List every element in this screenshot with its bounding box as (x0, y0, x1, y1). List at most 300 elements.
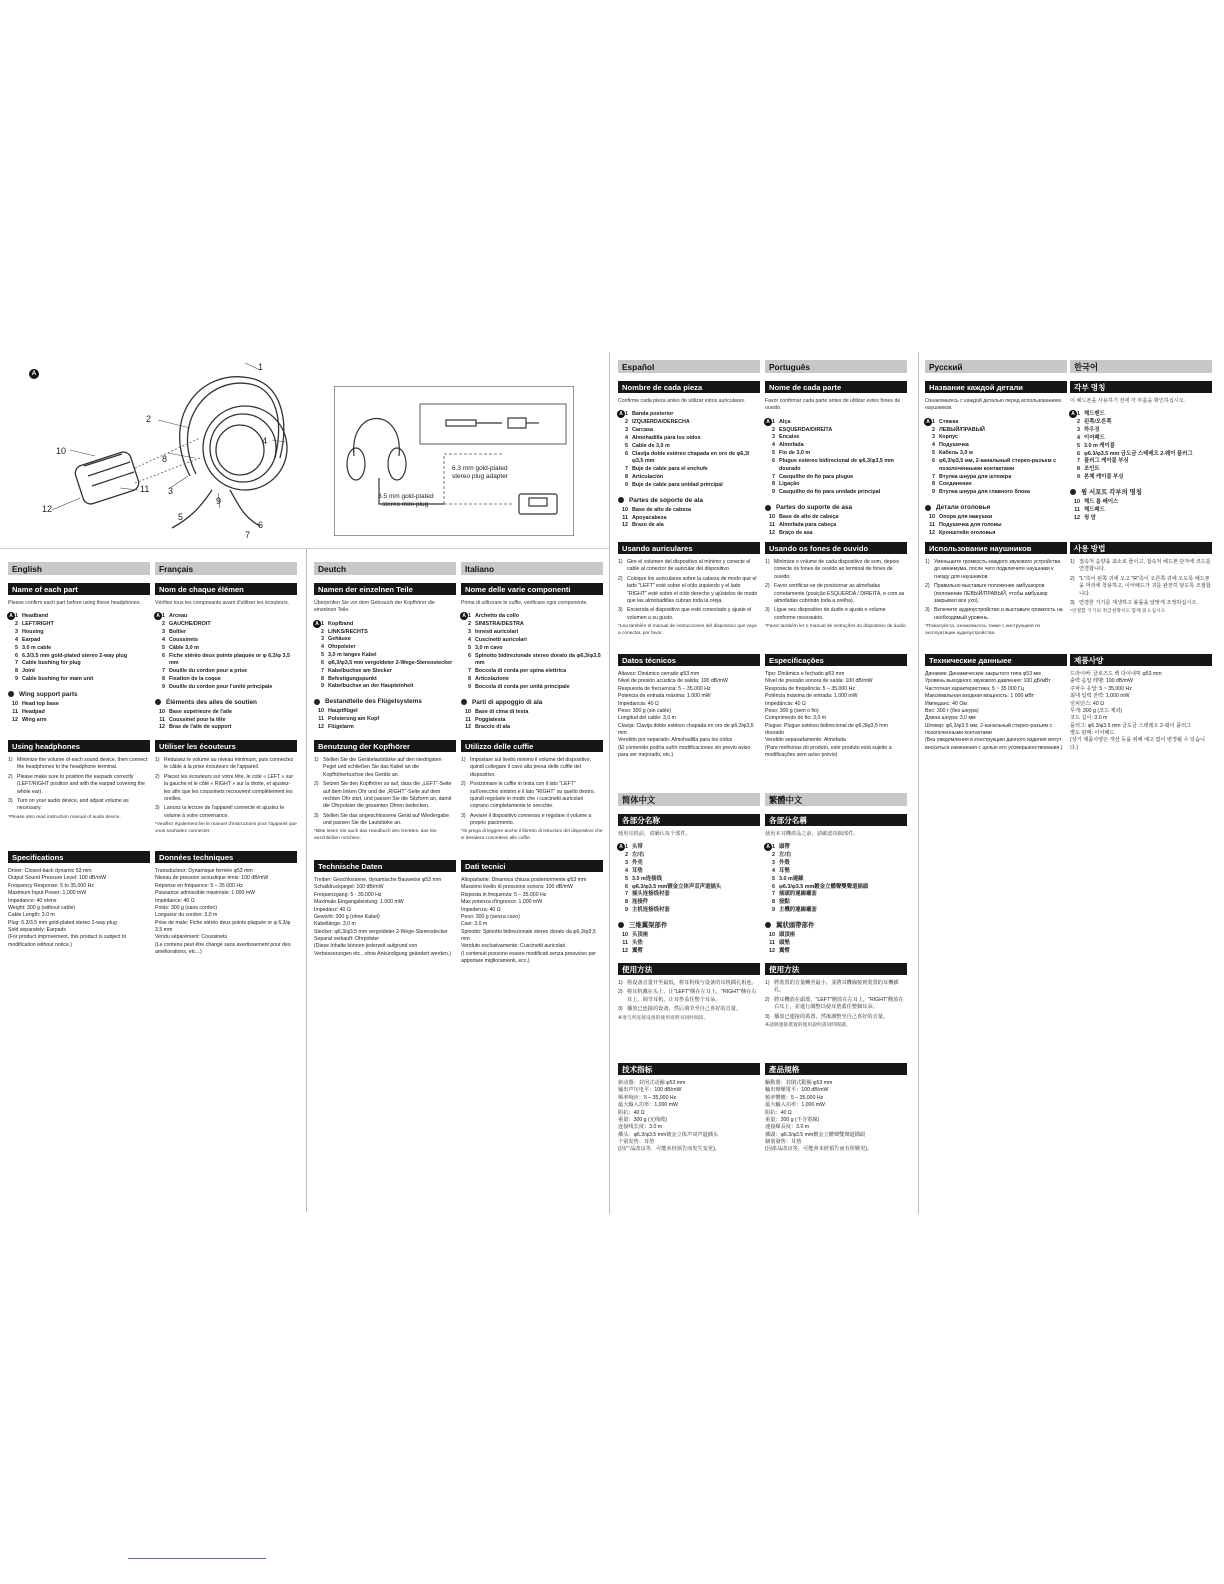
part-item (314, 660, 456, 668)
part-name: 3.0 m 케이블 (1084, 442, 1115, 449)
bullet-icon (1070, 489, 1076, 495)
parts-list (618, 844, 760, 914)
part-name: Втулка шнура для главного блока (939, 489, 1030, 496)
part-item (925, 489, 1067, 497)
wing-part-item (765, 530, 907, 538)
part-number: 7 (15, 660, 18, 667)
part-number: 5 (772, 450, 775, 457)
using-section (618, 963, 760, 1022)
part-number: 6 (15, 652, 18, 659)
spec-line: Impedenza: 40 Ω (461, 906, 501, 913)
part-number: 12 (769, 529, 775, 536)
part-name: Banda posterior (632, 411, 674, 418)
part-name: Kopfband (328, 620, 354, 627)
using-heading: Usando auriculares (618, 542, 760, 554)
part-number: 10 (622, 506, 628, 513)
wing-part-item (1070, 515, 1212, 523)
spec-line: Максимальная входная мощность: 1 000 мВт (925, 693, 1035, 700)
spec-line: 별도 판매: 이어패드 (1070, 730, 1115, 736)
part-name: 왼쪽/오른쪽 (1084, 419, 1112, 426)
using-section (314, 740, 456, 843)
spec-line: Kabellänge: 3,0 m (314, 921, 356, 928)
part-name: Подушечка (939, 442, 969, 449)
part-number: 9 (15, 676, 18, 682)
part-name: Boccola di corda per unità principale (475, 683, 570, 690)
part-number: 2 (625, 852, 628, 859)
instruction-step: 2) Please make sure to position the earpads correctly (LEFT/RIGHT position and with the earpad covering the whole ear). (8, 773, 145, 795)
part-number: 6 (162, 652, 165, 659)
part-number: 12 (12, 716, 18, 723)
spec-line: 重量：300 g (不含電線) (765, 1116, 820, 1123)
part-name: 头垫 (632, 939, 643, 946)
part-name: Braccio di ala (475, 724, 511, 731)
part-name: 头顶座 (632, 931, 649, 938)
spec-heading: Especificações (765, 654, 907, 666)
part-name: 接點 (779, 899, 790, 906)
bullet-icon (461, 699, 467, 705)
wing-part-item (155, 717, 297, 725)
spec-line: Prise de male: Fiche stéréo deux points plaquée or φ 6,3/φ 3,5 mm (155, 919, 291, 933)
figure-mark-a: A (29, 369, 39, 379)
language-column (1070, 360, 1212, 1210)
parts-heading: Nom de chaque élémen (155, 583, 297, 595)
part-item (925, 458, 1067, 474)
part-item (461, 621, 603, 629)
part-name: Flügelarm (328, 723, 354, 730)
instruction-step: 1) Stellen Sie die Gerätelautstärke auf den niedrigsten Pegel und schließen Sie das Kabel an die Kopfhöherbuchse des Geräts an. (314, 757, 442, 778)
wing-part-item (925, 522, 1067, 530)
part-number: 9 (162, 683, 165, 690)
part-item (1070, 458, 1212, 466)
part-item: A 1 頭帶 (765, 844, 907, 852)
part-number: 12 (1074, 514, 1080, 521)
part-number: 8 (468, 676, 471, 682)
instruction-step: 3) Lancez la lecture de l'appareil connecté et ajustez le volume à votre convenance. (155, 805, 285, 819)
parts-intro: 이 헤드폰을 사용하기 전에 각 부품을 확인하십시오. (1070, 398, 1186, 404)
part-name: Coussinets (169, 636, 199, 643)
part-item (765, 860, 907, 868)
spec-line: Separat verkauft: Ohrpolster (314, 936, 380, 942)
wing-part-item (1070, 499, 1212, 507)
spec-line: Impedanz: 40 Ω (314, 906, 351, 913)
instruction-step: 2) Правильно выставьте положение амбушюров (положение ЛЕВЫЙ/ПРАВЫЙ, чтобы амбушюр закрывал все ухо). (925, 583, 1048, 604)
part-name: 플러그 케이블 부싱 (1084, 458, 1129, 465)
part-item (925, 427, 1067, 435)
part-name: Ohrpolster (328, 644, 356, 651)
part-name: Spinotto bidirezionale stereo dorato da φ6,3/φ3,5 mm (475, 652, 601, 667)
part-name: 外殼 (779, 860, 790, 867)
instruction-step: 3) 연결한 기기를 재생하고 볼륨을 알맞게 조정하십시오. (1070, 599, 1198, 606)
spec-line: Max potenza d'ingresso: 1.000 mW (461, 899, 543, 906)
part-number: 3 (321, 636, 324, 643)
figure-a-badge: A (924, 418, 932, 426)
part-number: 4 (468, 636, 471, 643)
spec-section (765, 1063, 907, 1154)
spec-line: 출력 음압 레벨: 100 dB/mW (1070, 678, 1133, 685)
spec-line: Sold separately: Earpads (8, 927, 66, 933)
parts-heading: 各部分名稱 (765, 814, 907, 826)
footer-link-line (128, 1558, 266, 1559)
instruction-step: 1) Minimize o volume de cada dispositivo de som, depois conecte os fones de ouvido ao terminal de fones de ouvido. (765, 559, 900, 580)
wing-part-item (618, 948, 760, 956)
part-number: 12 (465, 724, 471, 731)
spec-line: Impédance: 40 Ω (155, 897, 195, 904)
instruction-step: 2) 将耳机戴在头上，让"LEFT"侧在左耳上，"RIGHT"侧在右耳上，调节耳机，让耳垫盖住整个耳朵。 (618, 989, 757, 1003)
part-name: Wing arm (22, 716, 47, 723)
part-item (314, 629, 456, 637)
wing-part-item (765, 932, 907, 940)
spec-section (314, 860, 456, 958)
part-number: 8 (625, 899, 628, 906)
part-number: 10 (465, 708, 471, 715)
part-name: ЛЕВЫЙ/ПРАВЫЙ (939, 426, 985, 433)
spec-heading: 技术指标 (618, 1063, 760, 1075)
part-number: 9 (1077, 474, 1080, 480)
wing-heading: Parti di appoggio di ala (461, 698, 603, 707)
instruction-step: 3) Encienda el dispositivo que esté conectado y ajuste el volumen a su gusto. (618, 607, 752, 621)
parts-intro: Prima di utilizzare le cuffie, verificare ogni componente. (461, 600, 588, 606)
part-name: 3,0 m langes Kabel (328, 652, 377, 659)
part-number: 9 (772, 489, 775, 496)
part-name: φ6,3/φ3,5 mm vergoldeter 2-Wege-Stereostecker (328, 659, 453, 666)
part-name: ESQUERDA/DIREITA (779, 426, 833, 433)
instruction-step: 1) Réduisez le volume au niveau minimum, puis connectez le câble à la prise écouteurs de l'appareil. (155, 757, 294, 771)
part-name: Alça (779, 418, 791, 425)
spec-line: Longueur du cordon: 3,0 m (155, 912, 218, 919)
wing-part-item (8, 701, 150, 709)
using-section (618, 542, 760, 638)
part-number: 11 (159, 716, 165, 723)
part-name: Braço de asa (779, 529, 813, 536)
part-name: Clavija doble estéreo chapada en oro de φ6,3/φ3,5 mm (632, 450, 750, 465)
parts-intro: Favor confirmar cada parte antes de utilizar estes fones de ouvido. (765, 398, 901, 412)
spec-line: 코드 길이: 3.0 m (1070, 715, 1108, 722)
spec-section (155, 851, 297, 957)
spec-line: Vendido separadamente: Almofada (765, 737, 846, 744)
part-name: Câble 3,0 m (169, 644, 199, 651)
figure-a-badge: A (764, 843, 772, 851)
instruction-step: 2) Favor certificar-se de posicionar as almofadas corretamente (posição ESQUERDA / DIREITA, e com as almofadas cobrindo toda a orelha). (765, 583, 905, 604)
part-item (765, 489, 907, 497)
part-name: Cuscinetti auricolari (475, 636, 527, 643)
spec-heading: Dati tecnici (461, 860, 603, 872)
parts-list (765, 844, 907, 914)
part-name: φ6.3/φ3.5 mm鍍金立體聲雙聲道插頭 (779, 883, 869, 890)
part-name: Boccola di corda per spina elettrica (475, 668, 567, 675)
part-item (618, 891, 760, 899)
part-number: 9 (625, 481, 628, 488)
part-name: Ligação (779, 481, 800, 488)
part-number: 5 (1077, 442, 1080, 449)
divider-middle (609, 352, 610, 1214)
callout-9: 9 (216, 496, 222, 506)
spec-line: 驱动器：封闭式动圈 φ53 mm (618, 1080, 686, 1086)
spec-line: Plug: 6.3/3.5 mm gold-plated stereo 2-way plug (8, 919, 117, 926)
part-name: 3.0 m cable (22, 644, 52, 651)
parts-intro: Confirme cada pieza antes de utilizar estos auriculares. (618, 398, 746, 404)
parts-list (1070, 411, 1212, 481)
language-label: 한국어 (1070, 360, 1212, 373)
spec-line: Massimo livello di pressione sonora: 100 dB/mW (461, 884, 573, 891)
part-number: 3 (625, 860, 628, 867)
part-name: 3.0 m連線 (779, 875, 804, 882)
using-heading: 사용 방법 (1070, 542, 1212, 554)
spec-heading: 제품사양 (1070, 654, 1212, 666)
part-name: Кронштейн оголовья (939, 529, 996, 536)
part-item (314, 668, 456, 676)
parts-heading: 각부 명칭 (1070, 381, 1212, 393)
part-item (765, 899, 907, 907)
instruction-step: 2) Posizionare le cuffie in testa con il lato "LEFT" sull'orecchio sinistro e il lato "RIGHT" su quello destro, quindi regolarle in modo che i cuscinetti auricolari coprano completamente le orecchie. (461, 781, 595, 810)
spec-line: Peso: 300 g (sem o fio) (765, 707, 819, 714)
part-number: 4 (15, 636, 18, 643)
using-section (925, 542, 1067, 638)
part-name: Base de alto de cabeça (779, 514, 839, 521)
part-name: 连接件 (632, 899, 649, 906)
part-number: 3 (15, 629, 18, 636)
part-number: 4 (162, 636, 165, 643)
part-number: 6 (625, 883, 628, 890)
part-name: 外壳 (632, 860, 643, 867)
spec-line: Impedância: 40 Ω (765, 700, 806, 707)
part-name: Втулка шнура для штекера (939, 473, 1012, 480)
wing-part-item (765, 940, 907, 948)
spec-line: (Diese Inhalte können jederzeit aufgrund von Verbesserungen etc., ohne Ankündigung geändert werden.) (314, 943, 451, 957)
part-item (618, 451, 760, 467)
part-item (8, 653, 150, 661)
spec-line: Частотная характеристика: 5 ~ 35 000 Гц (925, 685, 1024, 692)
using-note: *Bitte lesen Sie auch das Handbuch des Gerätes, das Sie anschließen möchten. (314, 829, 437, 842)
part-name: 頭頂座 (779, 931, 796, 938)
spec-line: Schalldruckpegel: 100 dB/mW (314, 884, 384, 891)
part-number: 7 (321, 667, 324, 674)
part-number: 4 (932, 442, 935, 449)
connection-diagram (334, 386, 574, 536)
spec-line: Уровень выходного звукового давления: 100 дБ/мВт (925, 678, 1051, 685)
spec-line: Treiber: Geschlossene, dynamische Bauweise φ53 mm (314, 877, 442, 883)
part-name: Casquilho do fio para unidade principal (779, 489, 881, 496)
part-number: 9 (625, 907, 628, 913)
part-name: 翼臂 (632, 947, 643, 954)
spec-heading: Specifications (8, 851, 150, 863)
figure-a-badge: A (617, 410, 625, 418)
part-item (8, 629, 150, 637)
part-name: 耳墊 (779, 867, 790, 874)
parts-list (461, 613, 603, 691)
part-name: Cable de 3,0 m (632, 442, 670, 449)
part-name: 插頭的連線襯套 (779, 891, 817, 898)
callout-4: 4 (262, 436, 268, 446)
callout-2: 2 (146, 414, 152, 424)
part-name: φ6,3/φ3,5 мм, 2-канальный стерео-разъем с позолоченными контактами (939, 457, 1057, 472)
part-name: 3.0 m连接线 (632, 875, 662, 882)
spec-line: 最大輸入功率：1,000 mW (765, 1102, 825, 1109)
bullet-icon (618, 922, 624, 928)
part-name: Almofada para cabeça (779, 521, 837, 528)
part-item (1070, 474, 1212, 482)
spec-line: Peso: 300 g (senza cavo) (461, 913, 520, 920)
part-name: 조인트 (1084, 466, 1100, 473)
figure-a-badge: A (1069, 410, 1077, 418)
part-number: 6 (1077, 450, 1080, 457)
part-number: 7 (772, 891, 775, 898)
wing-part-item (461, 709, 603, 717)
part-name: Apoyacabeza (632, 514, 667, 521)
part-item (155, 645, 297, 653)
part-number: 10 (159, 708, 165, 715)
spec-line: Maximum Input Power: 1,000 mW (8, 890, 87, 897)
parts-heading: Nombre de cada pieza (618, 381, 760, 393)
part-item (925, 442, 1067, 450)
part-number: 12 (159, 724, 165, 731)
part-item (155, 621, 297, 629)
parts-heading: Nome delle varie componenti (461, 583, 603, 595)
spec-line: Puissance admissible maximale: 1 000 mW (155, 890, 256, 897)
part-name: Innesti auricolari (475, 629, 519, 636)
using-note: *Пожалуйста, ознакомьтесь также с инструкцией по эксплуатации аудиоустройства. (925, 624, 1041, 636)
part-item (461, 653, 603, 669)
parts-heading: Name of each part (8, 583, 150, 595)
wing-heading: Partes do suporte de asa (765, 503, 907, 512)
part-name: Кабель 3,0 м (939, 450, 973, 457)
wing-heading: Éléments des ailes de soutien (155, 698, 297, 707)
spec-section (461, 860, 603, 966)
language-label: Français (155, 562, 297, 575)
spec-line: (El contenido podría sufrir modificaciones sin previo aviso para ser mejorado, etc.) (618, 744, 751, 759)
instruction-step: 2) Setzen Sie den Kopfhörer so auf, dass die „LEFT"-Seite auf dem linken Ohr und die „RIGHT"-Seite auf dem rechten Ohr sitzt, und passen Sie die Sitzform an, damit die Ohrpolster die gesamten Ohren bedecken. (314, 781, 452, 810)
spec-line: Импеданс: 40 Ом (925, 700, 967, 707)
spec-line: Peso: 300 g (sin cable) (618, 707, 672, 714)
part-name: Стяжка (939, 418, 959, 425)
instruction-step: 1) Impostare sul livello minimo il volume del dispositivo, quindi collegare il cavo alla presa delle cuffie del dispositivo. (461, 757, 592, 778)
using-heading: 使用方法 (765, 963, 907, 975)
part-number: 4 (772, 867, 775, 874)
part-name: Cable bushing for plug (22, 660, 81, 667)
part-name: Gehäuse (328, 636, 351, 643)
headphone-parts-diagram (40, 358, 300, 538)
spec-line: 输出声压电平：100 dB/mW (618, 1087, 682, 1094)
parts-list (765, 419, 907, 497)
spec-heading: Données techniques (155, 851, 297, 863)
part-number: 7 (772, 473, 775, 480)
part-number: 11 (769, 939, 775, 946)
part-item (8, 668, 150, 676)
part-item: A 1 Kopfband (314, 621, 456, 629)
part-name: Kabelbuchse an der Haupteinheit (328, 683, 414, 690)
spec-line: (I contenuti possono essere modificati senza preavviso per apportare miglioramenti, ecc.) (461, 950, 596, 965)
spec-section (8, 851, 150, 949)
spec-heading: Technische Daten (314, 860, 456, 872)
part-name: Carcasa (632, 427, 653, 434)
part-item (765, 876, 907, 884)
part-name: Hauptflügel (328, 708, 358, 715)
spec-line: 주파수 응답: 5 ~ 35,000 Hz (1070, 685, 1132, 692)
spec-line: Nivel de presión acústica de salida: 100 dB/mW (618, 678, 728, 685)
part-item: A 1 헤드밴드 (1070, 411, 1212, 419)
spec-line: Comprimento do fio: 3,0 m (765, 715, 827, 722)
part-number: 5 (932, 450, 935, 457)
language-label: Русский (925, 360, 1067, 373)
part-number: 3 (932, 434, 935, 441)
part-item (1070, 419, 1212, 427)
part-item (314, 652, 456, 660)
part-number: 5 (625, 442, 628, 449)
part-name: Опора для макушки (939, 514, 993, 521)
language-column (925, 360, 1067, 1210)
divider-right (918, 352, 919, 1214)
part-name: Almohadilla para los oídos (632, 434, 701, 441)
part-name: Encaixe (779, 434, 800, 441)
using-section (8, 740, 150, 821)
part-number: 7 (1077, 458, 1080, 465)
part-number: 12 (318, 723, 324, 730)
part-number: 3 (1077, 427, 1080, 434)
language-label: Português (765, 360, 907, 373)
language-label: Español (618, 360, 760, 373)
spec-section (1070, 654, 1212, 752)
instruction-step: 1) Уменьшите громкость каждого звукового устройства до минимума, после чего подключите наушники к гнезду для наушников. (925, 559, 1061, 580)
part-item (461, 684, 603, 692)
part-name: Housing (22, 629, 44, 636)
part-item (8, 621, 150, 629)
spec-line: Nível de pressão sonora de saída: 100 dB/mW (765, 678, 873, 685)
using-heading: Using headphones (8, 740, 150, 752)
wing-part-item (765, 948, 907, 956)
part-number: 11 (769, 521, 775, 528)
instruction-step: 3) Stellen Sie das angeschlossene Gerät auf Wiedergabe und passen Sie die Lautstärke an. (314, 812, 450, 826)
part-name: LINKS/RECHTS (328, 628, 368, 635)
part-number: 4 (1077, 434, 1080, 441)
parts-intro: 使用耳机前，请确认每个部件。 (618, 831, 691, 837)
part-number: 8 (772, 899, 775, 906)
language-label: English (8, 562, 150, 575)
part-item (765, 450, 907, 458)
parts-heading: Название каждой детали (925, 381, 1067, 393)
spec-line: 重量：300 g (无线缆) (618, 1116, 668, 1123)
spec-line: 驅動器：封閉式動圈 φ53 mm (765, 1080, 833, 1086)
using-section (765, 542, 907, 631)
part-number: 11 (465, 716, 471, 723)
part-number: 2 (468, 621, 471, 628)
spec-line: Maximale Eingangsleistung: 1.000 mW (314, 899, 404, 906)
figure-a-badge: A (460, 612, 468, 620)
language-column (618, 793, 760, 1210)
part-item (461, 668, 603, 676)
part-item (8, 637, 150, 645)
spec-line: 頻率響應：5 – 35,000 Hz (765, 1094, 824, 1101)
part-number: 10 (318, 708, 324, 715)
spec-line: Impedance: 40 ohms (8, 897, 57, 904)
part-name: Fio de 3,0 m (779, 450, 811, 457)
part-name: Almofada (779, 442, 804, 449)
wing-part-item (155, 709, 297, 717)
part-number: 11 (12, 708, 18, 715)
part-number: 5 (772, 875, 775, 882)
part-number: 9 (321, 683, 324, 690)
spec-line: (因產品改良等，可能會未經預告而有所變更)。 (765, 1146, 873, 1153)
part-number: 5 (468, 644, 471, 651)
part-item: A 1 Archetto da collo (461, 613, 603, 621)
part-item: A 1 Стяжка (925, 419, 1067, 427)
part-name: Headpad (22, 708, 45, 715)
wing-part-item (618, 522, 760, 530)
part-item (155, 653, 297, 669)
wing-part-item (314, 708, 456, 716)
part-number: 3 (468, 629, 471, 636)
part-number: 5 (625, 875, 628, 882)
part-number: 9 (932, 489, 935, 496)
spec-line: Вес: 300 г (без шнура) (925, 707, 979, 714)
